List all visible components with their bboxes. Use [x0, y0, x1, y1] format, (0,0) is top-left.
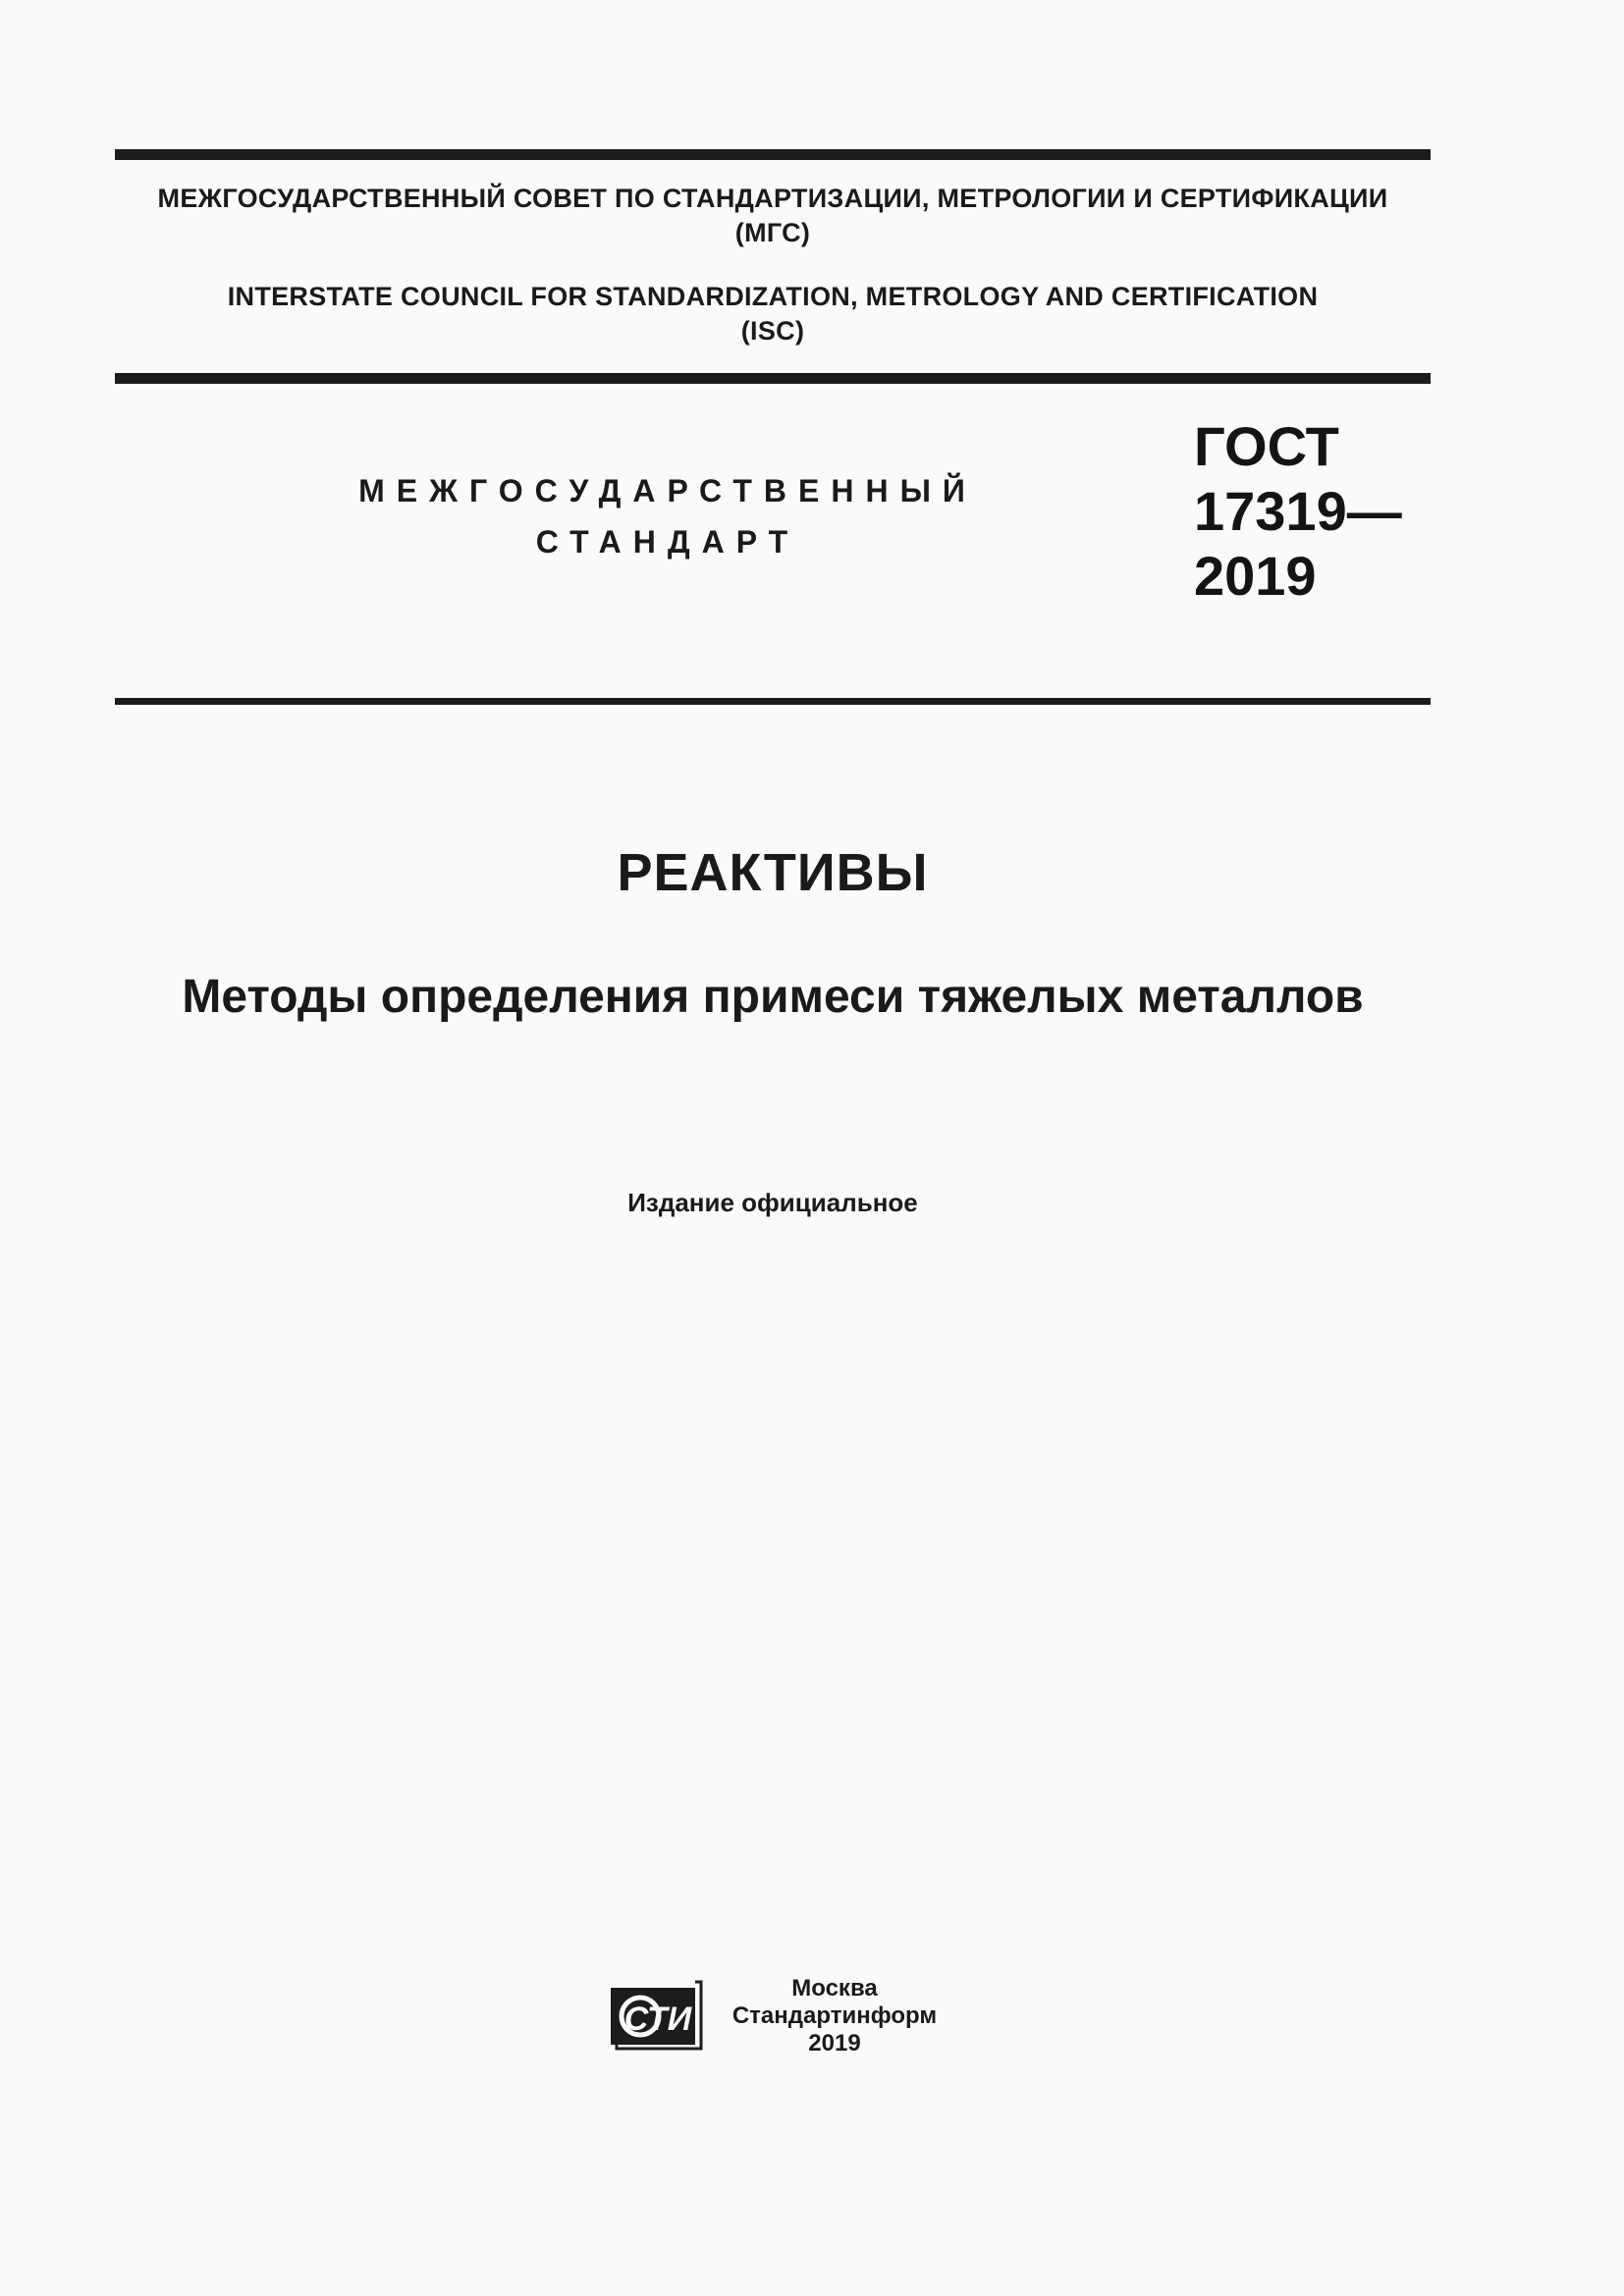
- gost-designation: [1194, 414, 1402, 609]
- standard-kind-line1: МЕЖГОСУДАРСТВЕННЫЙ: [358, 473, 977, 508]
- standard-kind: [295, 465, 1041, 567]
- publisher-city: Москва: [791, 1975, 878, 2002]
- gost-number: 17319—: [1194, 480, 1402, 542]
- council-name-ru: [115, 182, 1431, 250]
- edition-note: Издание официальное: [627, 1188, 918, 1217]
- gost-label: ГОСТ: [1194, 415, 1339, 477]
- logo-lettering: СТИ: [623, 2001, 692, 2038]
- standard-kind-line2: СТАНДАРТ: [535, 524, 800, 560]
- council-ru-abbr: (МГС): [734, 218, 811, 247]
- header-bottom-divider: [115, 698, 1431, 705]
- document-subtitle: Методы определения примеси тяжелых металлов: [182, 971, 1364, 1023]
- document-title: РЕАКТИВЫ: [617, 843, 929, 902]
- publisher-block: [717, 1975, 952, 2057]
- council-ru-line1: МЕЖГОСУДАРСТВЕННЫЙ СОВЕТ ПО СТАНДАРТИЗАЦИИ, МЕТРОЛОГИИ И СЕРТИФИКАЦИИ: [157, 184, 1388, 213]
- council-name-en: [115, 280, 1431, 348]
- publisher-name: Стандартинформ: [731, 2002, 938, 2029]
- top-divider: [115, 149, 1431, 160]
- council-en-line1: INTERSTATE COUNCIL FOR STANDARDIZATION, METROLOGY AND CERTIFICATION: [227, 282, 1319, 311]
- council-en-abbr: (ISC): [740, 316, 805, 346]
- standartinform-logo-icon: [611, 1978, 705, 2053]
- council-divider: [115, 373, 1431, 384]
- gost-year: 2019: [1194, 545, 1317, 607]
- publisher-year: 2019: [808, 2030, 861, 2056]
